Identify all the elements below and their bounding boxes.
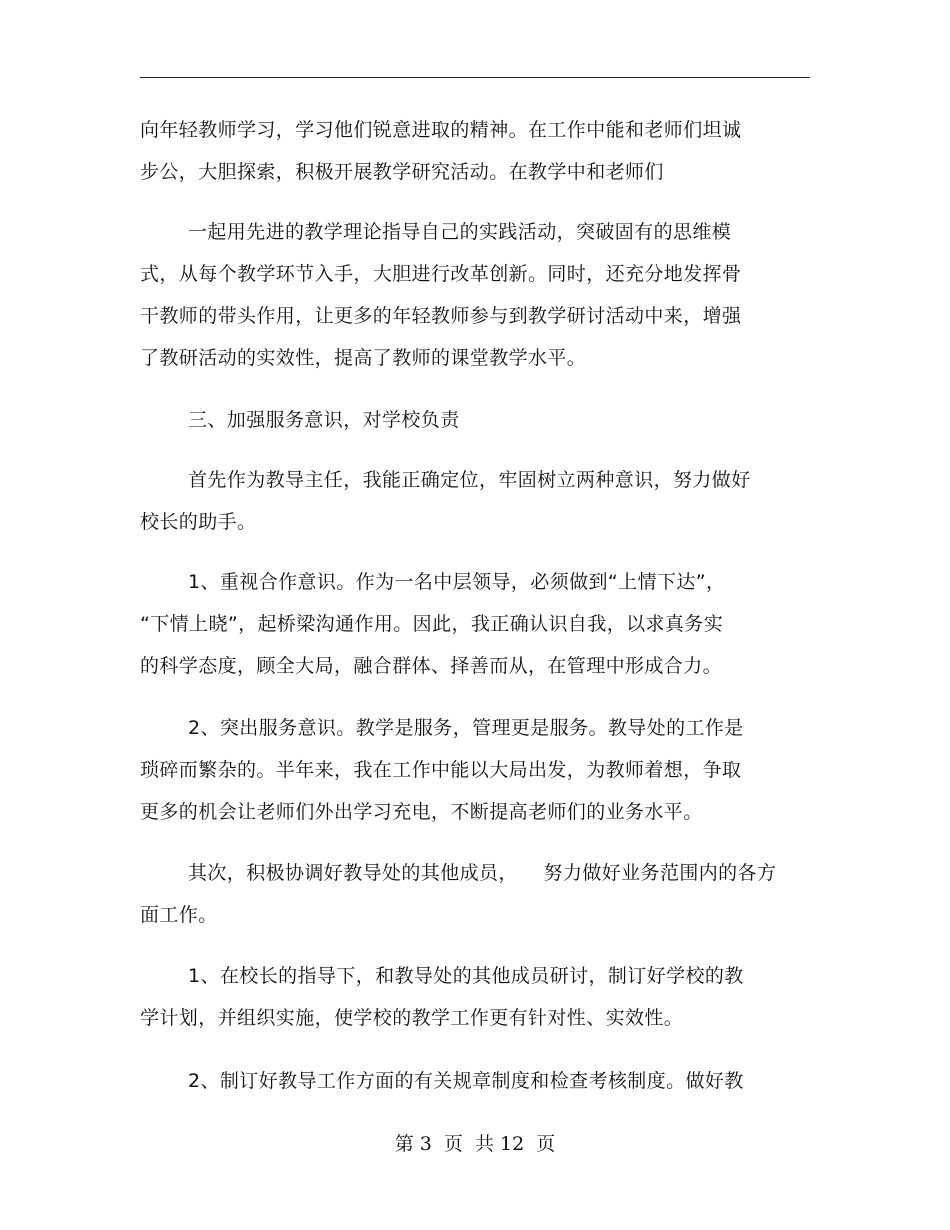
text-line: 2、突出服务意识。教学是服务，管理更是服务。教导处的工作是 xyxy=(188,717,744,739)
text-line: 2、制订好教导工作方面的有关规章制度和检查考核制度。做好教 xyxy=(188,1070,744,1092)
text-line: 一起用先进的教学理论指导自己的实践活动，突破固有的思维模 xyxy=(188,221,732,243)
text-line: 干教师的带头作用，让更多的年轻教师参与到教学研讨活动中来，增强 xyxy=(140,305,742,327)
text-line: 琐碎而繁杂的。半年来，我在工作中能以大局出发，为教师着想，争取 xyxy=(140,759,742,781)
text-line: 1、重视合作意识。作为一名中层领导，必须做到“上情下达”， xyxy=(188,571,726,593)
text-line: 步公，大胆探索，积极开展教学研究活动。在教学中和老师们 xyxy=(140,161,664,183)
section-heading: 三、加强服务意识，对学校负责 xyxy=(188,409,460,431)
text-line: 的科学态度，顾全大局，融合群体、择善而从，在管理中形成合力。 xyxy=(140,655,723,677)
text-line: “下情上晓”，起桥梁沟通作用。因此，我正确认识自我，以求真务实 xyxy=(140,613,724,635)
text-line: 校长的助手。 xyxy=(140,511,257,533)
page-number-footer: 第 3 页 共 12 页 xyxy=(394,1133,556,1155)
text-line: 首先作为教导主任，我能正确定位，牢固树立两种意识，努力做好 xyxy=(188,469,751,491)
text-line: 面工作。 xyxy=(140,904,218,926)
text-line: 1、在校长的指导下，和教导处的其他成员研讨，制订好学校的教 xyxy=(188,965,744,987)
text-line: 式，从每个教学环节入手，大胆进行改革创新。同时，还充分地发挥骨 xyxy=(140,263,742,285)
text-line: 了教研活动的实效性，提高了教师的课堂教学水平。 xyxy=(140,347,587,369)
text-line: 向年轻教师学习，学习他们锐意进取的精神。在工作中能和老师们坦诚 xyxy=(140,119,742,141)
text-line: 学计划，并组织实施，使学校的教学工作更有针对性、实效性。 xyxy=(140,1007,684,1029)
text-line: 更多的机会让老师们外出学习充电，不断提高老师们的业务水平。 xyxy=(140,801,703,823)
text-line: 其次，积极协调好教导处的其他成员， 努力做好业务范围内的各方 xyxy=(188,862,777,884)
header-rule xyxy=(140,77,810,78)
